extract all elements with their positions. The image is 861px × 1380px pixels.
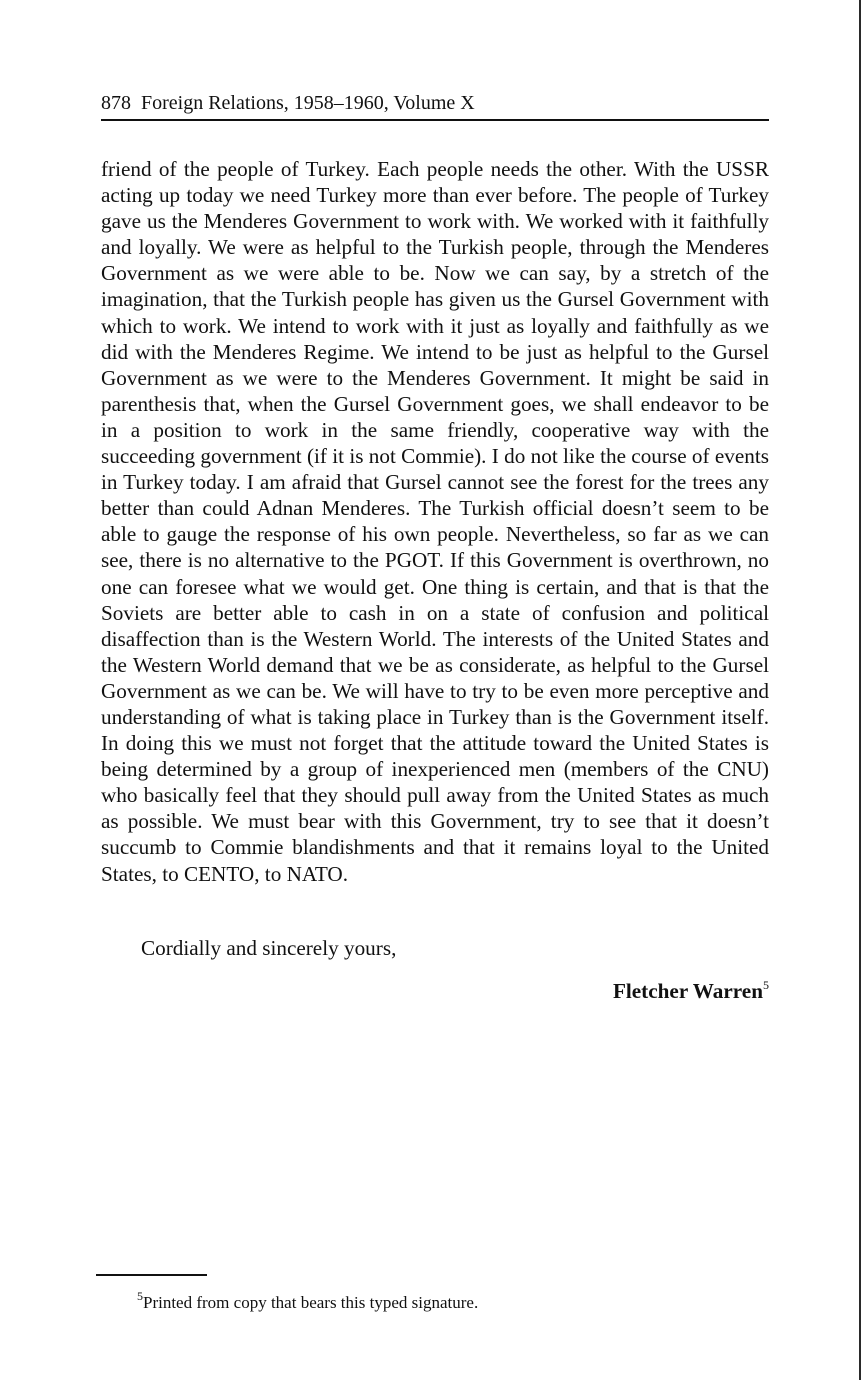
signature-block — [613, 978, 769, 1004]
volume-title: Foreign Relations, 1958–1960, Volume X — [141, 92, 475, 114]
footnote-marker: 5 — [137, 1289, 143, 1304]
footnote-reference: 5 — [763, 977, 769, 992]
header-rule — [101, 119, 769, 121]
letter-closing: Cordially and sincerely yours, — [141, 936, 397, 960]
letter-body-paragraph: friend of the people of Turkey. Each people needs the other. With the USSR acting up today we need Turkey more than ever before. The people of Turkey gave us the Menderes Government to work with. We worked with it faithfully and loyally. We were as helpful to the Turkish people, through the Menderes Government as we were able to be. Now we can say, by a stretch of the imagination, that the Turkish people has given us the Gursel Government with which to work. We intend to work with it just as loyally and faithfully as we did with the Menderes Regime. We intend to be just as helpful to the Gursel Government as we were to the Menderes Government. It might be said in parenthesis that, when the Gursel Government goes, we shall endeavor to be in a position to work in the same friendly, cooperative way with the succeeding government (if it is not Commie). I do not like the course of events in Turkey today. I am afraid that Gursel cannot see the forest for the trees any better than could Adnan Menderes. The Turkish official doesn’t seem to be able to gauge the response of his own people. Nevertheless, so far as we can see, there is no alternative to the PGOT. If this Government is overthrown, no one can foresee what we would get. One thing is certain, and that is that the Soviets are better able to cash in on a state of confusion and political disaffection than is the Western World. The interests of the United States and the Western World demand that we be as considerate, as helpful to the Gursel Government as we can be. We will have to try to be even more perceptive and understanding of what is taking place in Turkey than is the Government itself. In doing this we must not forget that the attitude toward the United States is being determined by a group of inexperienced men (members of the CNU) who basically feel that they should pull away from the United States as much as possible. We must bear with this Government, try to see that it doesn’t succumb to Commie blandishments and that it remains loyal to the United States, to CENTO, to NATO. — [101, 157, 769, 886]
footnote-text: Printed from copy that bears this typed signature. — [143, 1293, 479, 1312]
footnote-rule — [96, 1274, 207, 1276]
running-head — [101, 90, 769, 116]
page-number: 878 — [101, 92, 131, 114]
footnote — [137, 1289, 479, 1314]
signatory-name: Fletcher Warren — [612, 979, 763, 1003]
